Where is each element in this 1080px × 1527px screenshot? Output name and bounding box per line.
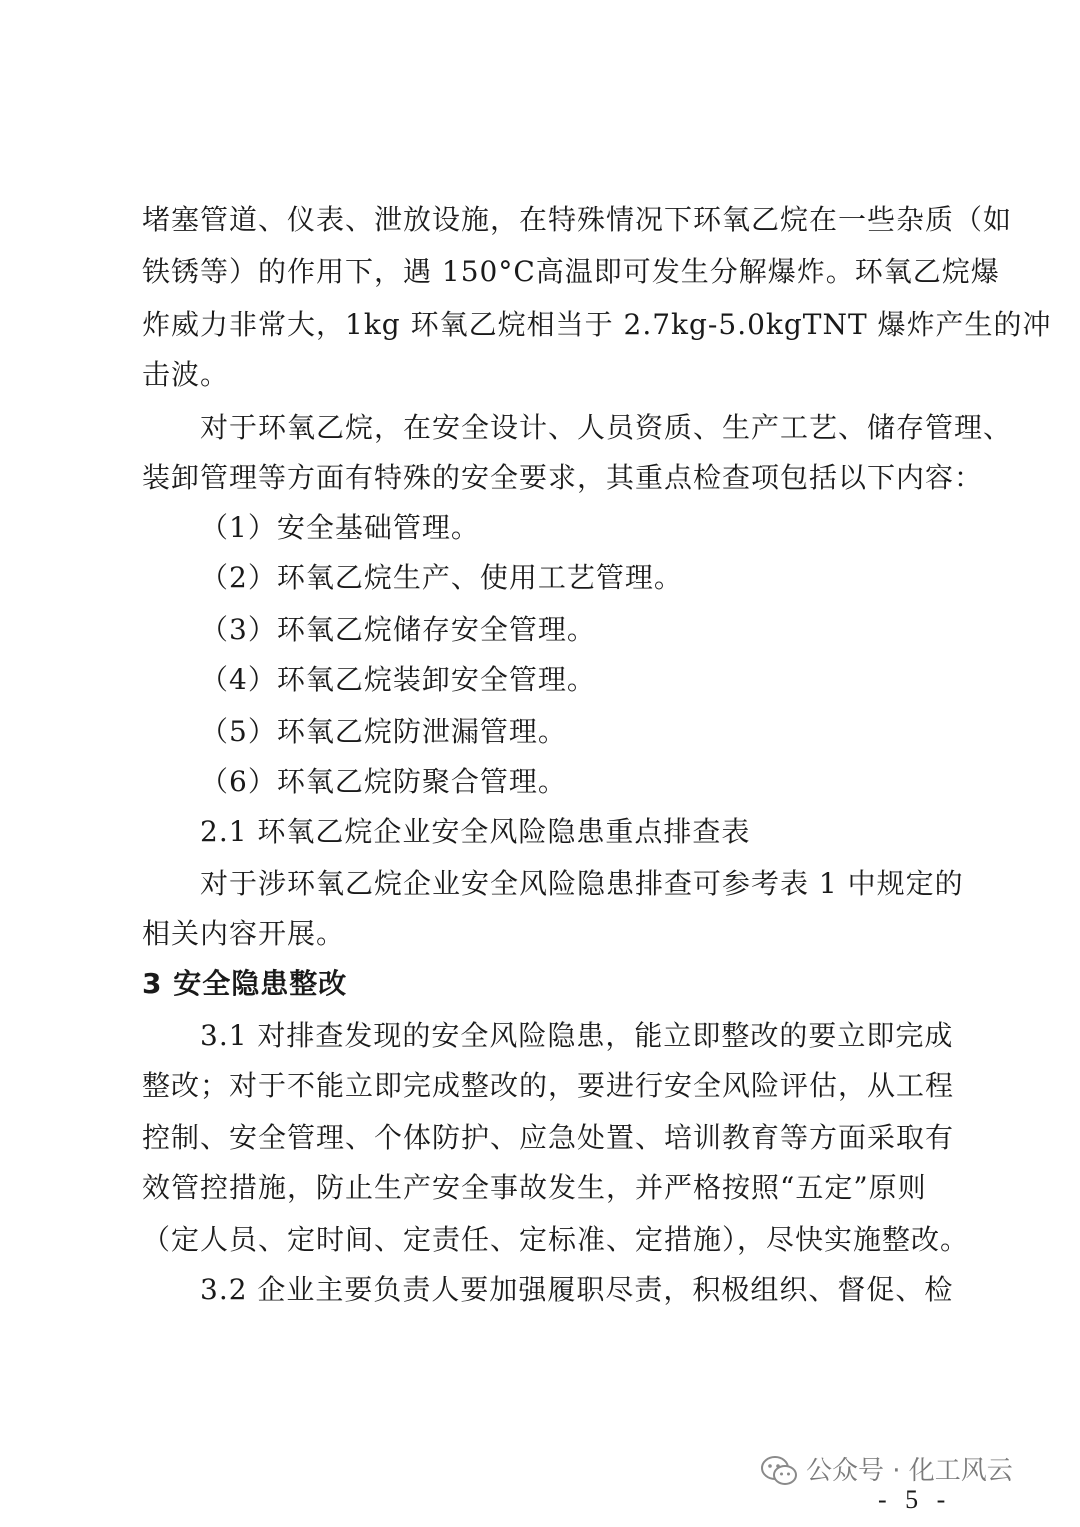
body-line-3: 炸威力非常大，1kg 环氧乙烷相当于 2.7kg-5.0kgTNT 爆炸产生的冲 — [142, 308, 1052, 341]
body-line-6: 装卸管理等方面有特殊的安全要求，其重点检查项包括以下内容： — [142, 461, 984, 494]
body-line-11: 控制、安全管理、个体防护、应急处置、培训教育等方面采取有 — [142, 1121, 955, 1154]
watermark — [760, 1451, 1013, 1491]
list-item-5: （5）环氧乙烷防泄漏管理。 — [200, 715, 567, 748]
list-item-2: （2）环氧乙烷生产、使用工艺管理。 — [200, 561, 683, 594]
body-line-8: 相关内容开展。 — [142, 917, 346, 950]
list-item-3: （3）环氧乙烷储存安全管理。 — [200, 613, 596, 646]
body-line-5: 对于环氧乙烷，在安全设计、人员资质、生产工艺、储存管理、 — [200, 411, 1013, 444]
body-line-9: 3.1 对排查发现的安全风险隐患，能立即整改的要立即完成 — [200, 1019, 954, 1052]
list-item-4: （4）环氧乙烷装卸安全管理。 — [200, 663, 596, 696]
wechat-icon — [760, 1455, 798, 1487]
body-line-14: 3.2 企业主要负责人要加强履职尽责，积极组织、督促、检 — [200, 1273, 954, 1306]
body-line-2: 铁锈等）的作用下，遇 150°C高温即可发生分解爆炸。环氧乙烷爆 — [142, 255, 1000, 288]
section-heading: 3 安全隐患整改 — [142, 967, 348, 1000]
list-item-1: （1）安全基础管理。 — [200, 511, 480, 544]
body-line-7: 对于涉环氧乙烷企业安全风险隐患排查可参考表 1 中规定的 — [200, 867, 964, 900]
body-line-10: 整改；对于不能立即完成整改的，要进行安全风险评估，从工程 — [142, 1069, 955, 1102]
body-line-1: 堵塞管道、仪表、泄放设施，在特殊情况下环氧乙烷在一些杂质（如 — [142, 203, 1013, 236]
list-item-6: （6）环氧乙烷防聚合管理。 — [200, 765, 567, 798]
body-line-12: 效管控措施，防止生产安全事故发生，并严格按照“五定”原则 — [142, 1171, 927, 1204]
page-number: - 5 - — [878, 1485, 952, 1514]
subsection-heading: 2.1 环氧乙烷企业安全风险隐患重点排查表 — [200, 815, 751, 848]
watermark-text: 公众号 · 化工风云 — [806, 1456, 1013, 1486]
body-line-13: （定人员、定时间、定责任、定标准、定措施），尽快实施整改。 — [142, 1223, 970, 1256]
body-line-4: 击波。 — [142, 358, 230, 391]
